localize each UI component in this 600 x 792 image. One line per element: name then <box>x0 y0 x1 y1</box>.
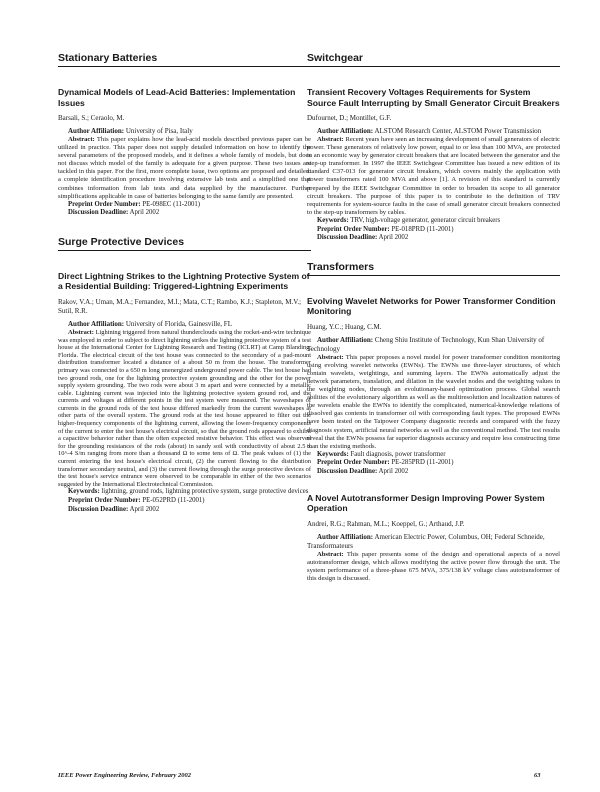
author-affiliation <box>307 336 560 354</box>
article-evolving-wavelet <box>307 296 560 477</box>
affiliation-text: Cheng Shiu Institute of Technology, Kun Shan University of Technology <box>307 335 545 353</box>
article-authors: Rakov, V.A.; Uman, M.A.; Fernandez, M.I.; Mata, C.T.; Rambo, K.J.; Stapleton, M.V.; Sutil, R.R. <box>58 297 302 315</box>
preprint-number: PE-052PRD (11-2001) <box>142 497 205 504</box>
article-direct-lightning <box>58 271 311 514</box>
deadline-date: April 2002 <box>129 209 160 217</box>
article-title: A Novel Autotransformer Design Improving Power System Operation <box>307 492 545 514</box>
article-lead-acid-models <box>58 87 311 218</box>
abstract <box>58 329 311 488</box>
preprint-label: Preprint Order Number: <box>317 459 390 467</box>
author-affiliation <box>307 533 560 551</box>
discussion-deadline <box>58 506 311 515</box>
keywords-text: lightning, ground rods, lightning protective system, surge protective devices <box>101 488 309 496</box>
abstract <box>307 136 560 217</box>
article-authors: Andrei, R.G.; Rahman, M.L.; Koeppel, G.; Arthaud, J.P. <box>307 519 465 528</box>
keywords <box>307 451 560 460</box>
right-column <box>307 52 560 583</box>
affiliation-label: Author Affiliation: <box>317 127 374 135</box>
abstract <box>307 551 560 583</box>
article-authors: Barsali, S.; Ceraolo, M. <box>58 114 125 122</box>
abstract <box>58 136 311 201</box>
affiliation-text: University of Florida, Gainesville, FL <box>125 319 232 328</box>
keywords-text: TRV, high-voltage generator, generator circuit breakers <box>350 216 501 224</box>
section-heading-surge-protective-devices: Surge Protective Devices <box>58 236 311 251</box>
affiliation-label: Author Affiliation: <box>68 127 125 135</box>
preprint-number: PE-018PRD (11-2001) <box>391 225 454 233</box>
affiliation-text: University of Pisa, Italy <box>125 127 193 135</box>
article-title: Evolving Wavelet Networks for Power Transformer Condition Monitoring <box>307 295 556 317</box>
page-number: 63 <box>534 772 541 779</box>
abstract-text: Recent years have seen an increasing development of small generators of electric power. These generators of relatively low power, equal to or less than 100 MVA, are protected in an economic way by generator circuit breakers that are located between the generator and the step-up transformer. In 1997 the IEEE Switchgear Committee has issued a new edition of its standard C37-013 for generator circuit breakers, which covers mainly the application with power transformers rated 100 MVA and above [1]. A revision of this standard is currently prepared by the IEEE Switchgear Committee in order to broaden its scope to all generator circuit breakers. The purpose of this paper is to contribute to the definition of TRV requirements for system-source faults in the case of small generator circuit breakers connected to the step-up transformers by cables. <box>307 136 560 216</box>
preprint-number: PE-098EC (11-2001) <box>142 200 201 208</box>
journal-footer: IEEE Power Engineering Review, February 2002 <box>58 772 192 779</box>
preprint-label: Preprint Order Number: <box>317 225 390 233</box>
article-trv-requirements <box>307 87 560 243</box>
abstract-label: Abstract: <box>68 328 94 336</box>
abstract-label: Abstract: <box>317 353 344 361</box>
preprint-order <box>58 497 311 506</box>
abstract-label: Abstract: <box>68 136 95 143</box>
author-affiliation <box>307 127 560 136</box>
deadline-label: Discussion Deadline: <box>68 505 129 513</box>
deadline-date: April 2002 <box>378 234 409 242</box>
keywords-text: Fault diagnosis, power transformer <box>350 450 446 458</box>
article-title: Dynamical Models of Lead-Acid Batteries: Implementation Issues <box>58 87 296 108</box>
affiliation-text: American Electric Power, Columbus, OH; Federal Schneide, Transformateurs <box>307 532 545 550</box>
deadline-label: Discussion Deadline: <box>317 468 378 476</box>
deadline-date: April 2002 <box>378 468 409 476</box>
author-affiliation <box>58 320 311 329</box>
article-autotransformer <box>307 493 560 583</box>
preprint-number: PE-285PRD (11-2001) <box>391 459 454 467</box>
preprint-order <box>307 459 560 468</box>
abstract-text: Lightning triggered from natural thunderclouds using the rocket-and-wire technique was employed in order to subject to direct lightning strikes the lightning protective system of a test house at the International Center for Lightning Research and Testing (ICLRT) at Camp Blanding, Florida. The electrical circuit of the test house was connected to the secondary of a pad-mount distribution transformer located a distance of a about 50 m from the house. The transformer primary was connected to a 650 m long unenergized underground power cable. The test house had two ground rods, one for the lightning protective system grounding and the other for the power supply system grounding. The two rods were about 3 m apart and were connected by a metallic cable. Lightning current was injected into the lightning protective system ground rod, and the currents and voltages at different points in the test system were measured. The waveshapes of currents in the ground rods of the test house differed markedly from the current waveshapes at other parts of the overall system. The ground rods at the test house appeared to filter out the higher-frequency components of the lightning current, allowing the lower-frequency components of the current to enter the test house's electrical circuit, so that the ground rods appeared to exhibit a capacitive behavior rather than the often expected resistive behavior. This effect was observed for the grounding resistances of the rods (about) in sandy soil with conductivity of about 2.5 x 10^-4 S/m ranging from more than a thousand Ω to some tens of Ω. The peak values of (1) the current entering the test house's electrical circuit, (2) the current flowing to the distribution transformer secondary neutral, and (3) the current flowing through the surge protective devices of the test house's service entrance were observed to be comparable in either of the two scenarios suggested by the International Electrotechnical Commission. <box>58 328 311 488</box>
keywords-label: Keywords: <box>317 216 349 224</box>
article-title: Direct Lightning Strikes to the Lightning Protective System of a Residential Building: Triggered-Lightning Experiments <box>58 270 310 292</box>
keywords <box>58 488 311 497</box>
section-heading-switchgear: Switchgear <box>307 52 560 67</box>
deadline-label: Discussion Deadline: <box>68 209 129 217</box>
keywords <box>307 217 560 226</box>
preprint-label: Preprint Order Number: <box>68 497 141 504</box>
affiliation-label: Author Affiliation: <box>317 532 374 541</box>
section-heading-stationary-batteries: Stationary Batteries <box>58 52 311 67</box>
abstract-text: This paper presents some of the design and operational aspects of a novel autotransformer design, which allows modifying the active power flow through the unit. The system performance of a three-phase 675 MVA, 375/138 kV voltage class autotransformer of this design is discussed. <box>307 550 560 582</box>
article-authors: Huang, Y.C.; Huang, C.M. <box>307 322 382 331</box>
left-column <box>58 52 311 514</box>
article-title: Transient Recovery Voltages Requirements for System Source Fault Interrupting by Small Generator Circuit Breakers <box>307 87 560 108</box>
preprint-label: Preprint Order Number: <box>68 200 141 208</box>
affiliation-label: Author Affiliation: <box>317 335 374 344</box>
abstract-label: Abstract: <box>317 136 344 143</box>
preprint-order <box>307 226 560 235</box>
deadline-label: Discussion Deadline: <box>317 234 378 242</box>
article-authors: Dufournet, D.; Montillet, G.F. <box>307 114 392 122</box>
abstract-text: This paper explains how the lead-acid models described previous paper can be utilized in practice. This paper does not supply detailed information on how to identify the several parameters of the proposed models, and it defines a whole family of models, but does not discuss which model of the family is adequate for a given purpose. These two issues are tackled in this paper. For the first, more complete issue, two options are proposed and detailed: a complete identification procedure involving extensive lab tests and a simplified one that combines information from lab tests and data supplied by the manufacturer. Further simplifications applicable in case of batteries belonging to the same family are presented. <box>58 136 311 200</box>
preprint-order <box>58 201 311 210</box>
keywords-label: Keywords: <box>68 488 100 496</box>
author-affiliation <box>58 127 311 136</box>
keywords-label: Keywords: <box>317 450 349 458</box>
affiliation-label: Author Affiliation: <box>68 319 125 328</box>
affiliation-text: ALSTOM Research Center, ALSTOM Power Transmission <box>374 127 542 135</box>
discussion-deadline <box>58 209 311 218</box>
discussion-deadline <box>307 234 560 243</box>
abstract-text: This paper proposes a novel model for power transformer condition monitoring using evolving wavelet networks (EWNs). The EWNs use three-layer structures, of which contain wavelets, weightings, and summing layers. The EWNs automatically adjust the network parameters, translation, and dilation in the wavelet nodes and the weighting values in the weighting nodes, through an evolutionary-based optimization process. Global search abilities of the evolutionary algorithm as well as the multiresolution and localization natures of the wavelets enable the EWNs to identify the complicated, numerical-knowledge relations of dissolved gas contents in transformer oil with corresponding fault types. The proposed EWNs have been tested on the Taipower Company diagnostic records and compared with the fuzzy diagnosis system, artificial neural networks as well as the conventional method. The test results reveal that the EWNs possess far superior diagnosis accuracy and require less constructing time than the existing methods. <box>307 353 561 450</box>
abstract-label: Abstract: <box>317 550 344 558</box>
section-heading-transformers: Transformers <box>307 261 560 276</box>
deadline-date: April 2002 <box>129 505 160 513</box>
discussion-deadline <box>307 468 560 477</box>
abstract <box>307 354 560 451</box>
